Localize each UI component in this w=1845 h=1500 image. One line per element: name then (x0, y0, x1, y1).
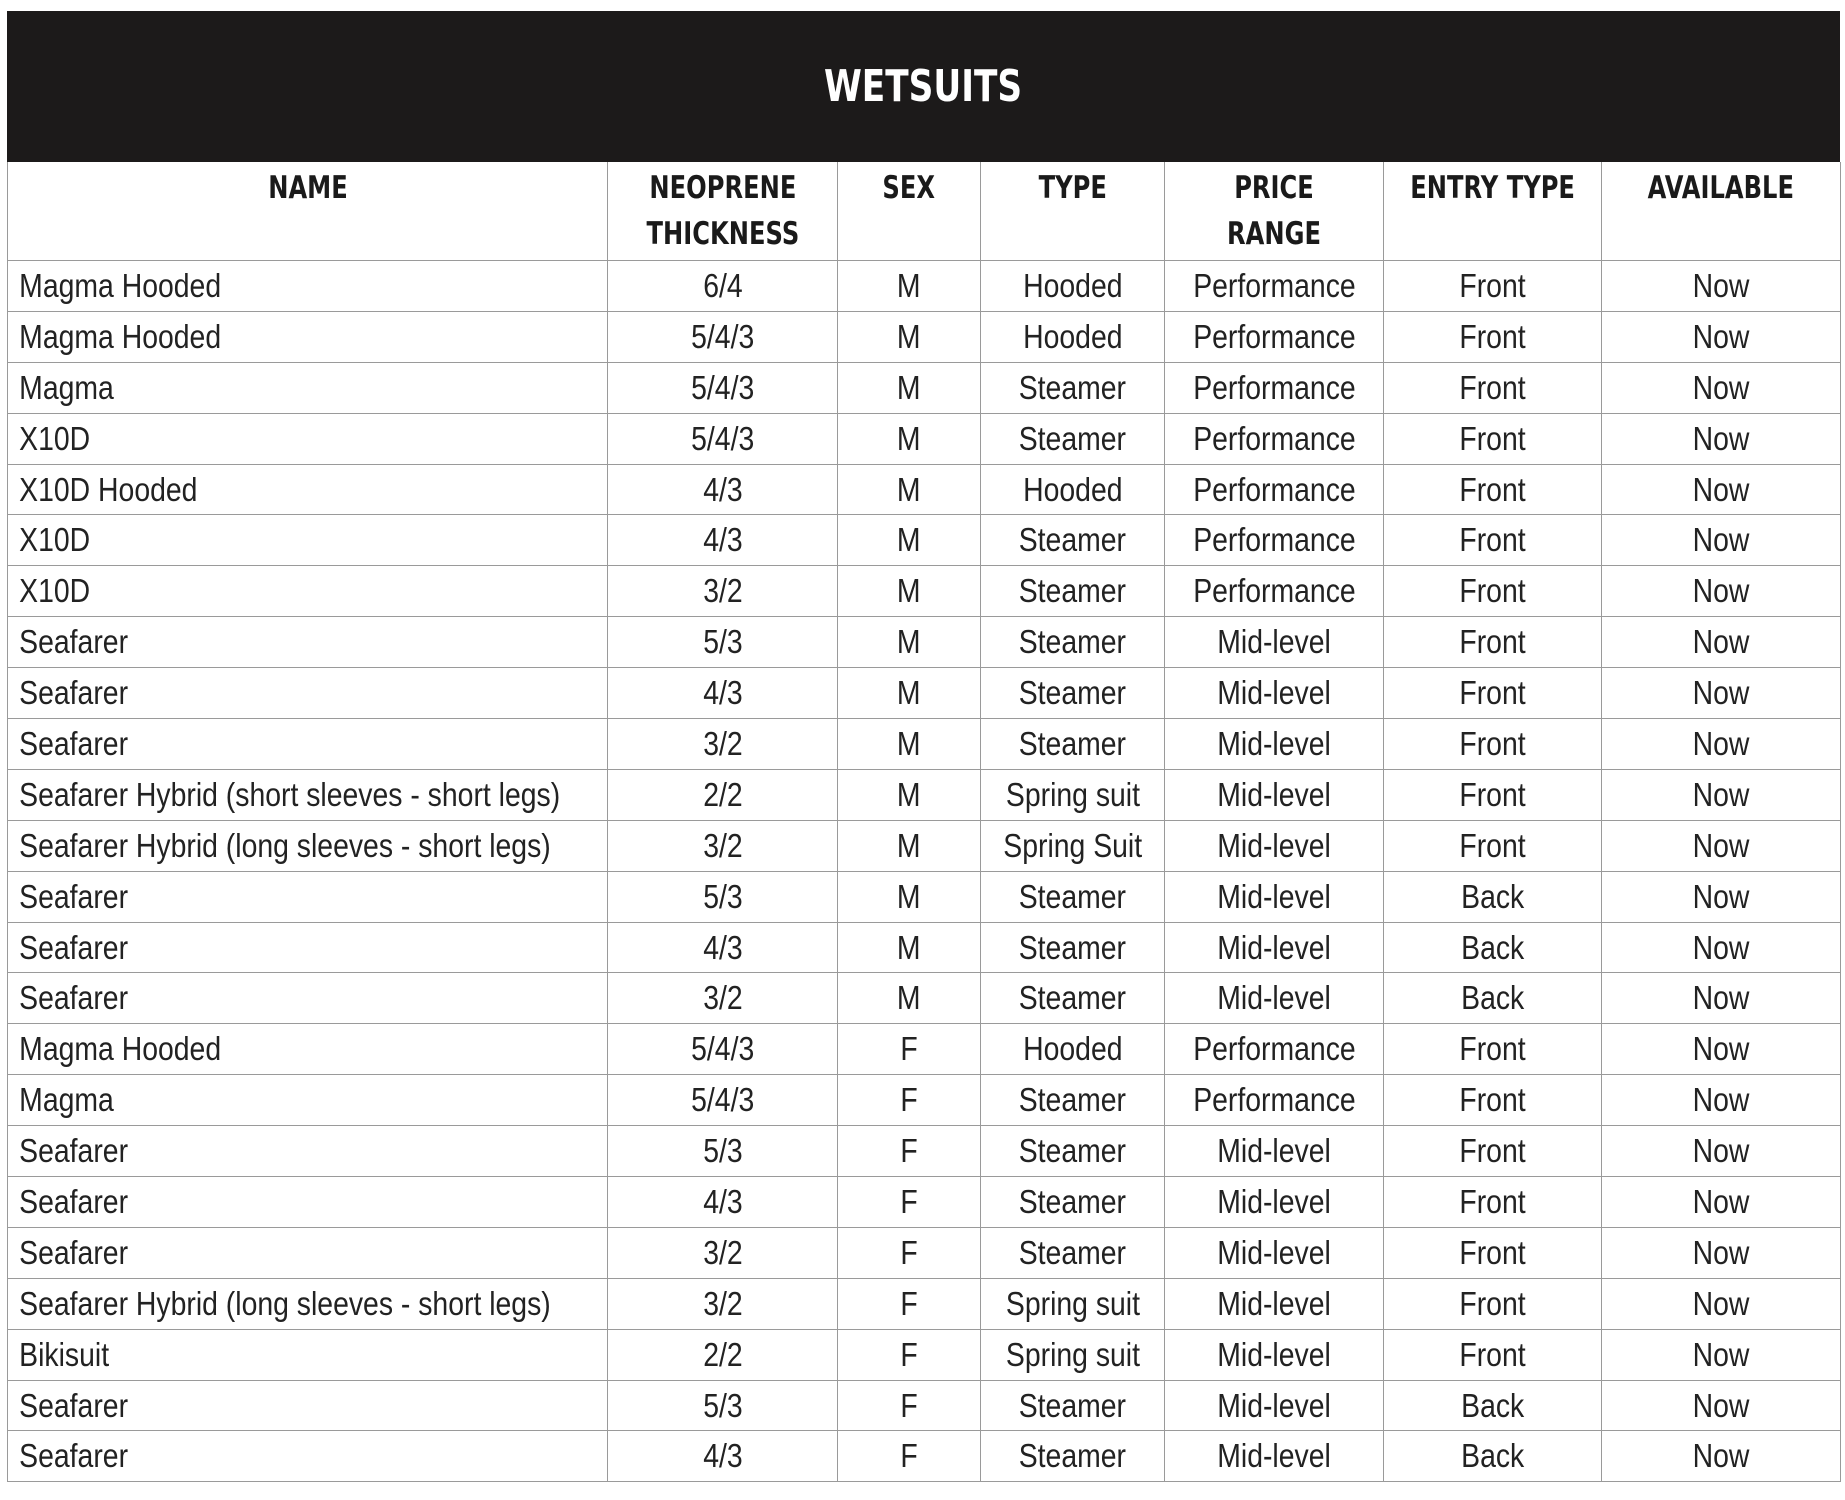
cell-sex: M (838, 973, 981, 1024)
cell-available: Now (1602, 1278, 1841, 1329)
cell-entry-type: Front (1384, 719, 1602, 770)
table-row (8, 922, 1841, 973)
cell-price-range: Mid-level (1165, 719, 1384, 770)
column-header-type: TYPE (981, 162, 1165, 261)
cell-price-range: Mid-level (1165, 1227, 1384, 1278)
cell-entry-type: Front (1384, 311, 1602, 362)
cell-type: Steamer (981, 719, 1165, 770)
table-row (8, 413, 1841, 464)
cell-type: Steamer (981, 1126, 1165, 1177)
cell-available: Now (1602, 1024, 1841, 1075)
cell-entry-type: Front (1384, 261, 1602, 312)
cell-available: Now (1602, 922, 1841, 973)
cell-name: X10D (8, 566, 608, 617)
cell-entry-type: Front (1384, 1075, 1602, 1126)
cell-available: Now (1602, 566, 1841, 617)
cell-neoprene-thickness: 5/3 (608, 617, 838, 668)
cell-price-range: Mid-level (1165, 1431, 1384, 1482)
cell-type: Steamer (981, 362, 1165, 413)
cell-type: Steamer (981, 973, 1165, 1024)
cell-name: Magma (8, 1075, 608, 1126)
table-row (8, 973, 1841, 1024)
table-row (8, 1329, 1841, 1380)
cell-entry-type: Front (1384, 1024, 1602, 1075)
cell-neoprene-thickness: 6/4 (608, 261, 838, 312)
cell-entry-type: Front (1384, 820, 1602, 871)
cell-name: Seafarer (8, 1177, 608, 1228)
cell-available: Now (1602, 261, 1841, 312)
page-title: WETSUITS (824, 61, 1023, 112)
cell-name: Seafarer (8, 1380, 608, 1431)
cell-neoprene-thickness: 3/2 (608, 973, 838, 1024)
cell-name: Magma Hooded (8, 261, 608, 312)
cell-entry-type: Back (1384, 1380, 1602, 1431)
column-header-entry-type: ENTRY TYPE (1384, 162, 1602, 261)
cell-type: Spring Suit (981, 820, 1165, 871)
cell-name: Seafarer (8, 1431, 608, 1482)
table-row (8, 1177, 1841, 1228)
cell-name: Seafarer (8, 922, 608, 973)
cell-price-range: Mid-level (1165, 973, 1384, 1024)
cell-available: Now (1602, 413, 1841, 464)
cell-neoprene-thickness: 3/2 (608, 820, 838, 871)
cell-sex: F (838, 1380, 981, 1431)
table-row (8, 769, 1841, 820)
cell-price-range: Performance (1165, 311, 1384, 362)
cell-price-range: Performance (1165, 464, 1384, 515)
cell-price-range: Mid-level (1165, 871, 1384, 922)
cell-neoprene-thickness: 4/3 (608, 1177, 838, 1228)
table-row (8, 515, 1841, 566)
table-row (8, 261, 1841, 312)
cell-type: Hooded (981, 1024, 1165, 1075)
cell-type: Spring suit (981, 1278, 1165, 1329)
cell-name: Magma Hooded (8, 311, 608, 362)
cell-price-range: Mid-level (1165, 1126, 1384, 1177)
cell-sex: M (838, 566, 981, 617)
cell-sex: M (838, 515, 981, 566)
cell-price-range: Performance (1165, 566, 1384, 617)
cell-sex: M (838, 769, 981, 820)
cell-type: Steamer (981, 1075, 1165, 1126)
table-row (8, 719, 1841, 770)
cell-type: Steamer (981, 617, 1165, 668)
cell-price-range: Mid-level (1165, 1278, 1384, 1329)
column-header-name: NAME (8, 162, 608, 261)
table-row (8, 871, 1841, 922)
cell-name: Seafarer Hybrid (long sleeves - short legs) (8, 1278, 608, 1329)
cell-name: Seafarer Hybrid (short sleeves - short legs) (8, 769, 608, 820)
cell-sex: F (838, 1329, 981, 1380)
cell-sex: M (838, 413, 981, 464)
table-row (8, 1024, 1841, 1075)
table-row (8, 1075, 1841, 1126)
cell-neoprene-thickness: 5/4/3 (608, 413, 838, 464)
cell-sex: M (838, 668, 981, 719)
cell-sex: M (838, 871, 981, 922)
cell-type: Spring suit (981, 1329, 1165, 1380)
title-bar (7, 11, 1840, 162)
table-body (8, 261, 1841, 1482)
cell-neoprene-thickness: 3/2 (608, 1278, 838, 1329)
column-header-price-range: PRICE RANGE (1165, 162, 1384, 261)
table-row (8, 464, 1841, 515)
cell-available: Now (1602, 311, 1841, 362)
cell-price-range: Performance (1165, 413, 1384, 464)
cell-type: Hooded (981, 261, 1165, 312)
cell-available: Now (1602, 617, 1841, 668)
cell-neoprene-thickness: 4/3 (608, 515, 838, 566)
cell-name: Seafarer (8, 668, 608, 719)
cell-entry-type: Front (1384, 1329, 1602, 1380)
cell-sex: M (838, 464, 981, 515)
cell-neoprene-thickness: 4/3 (608, 922, 838, 973)
table-row (8, 566, 1841, 617)
wetsuits-sheet (7, 11, 1840, 1482)
cell-sex: M (838, 261, 981, 312)
table-row (8, 362, 1841, 413)
cell-available: Now (1602, 1126, 1841, 1177)
cell-name: Magma Hooded (8, 1024, 608, 1075)
cell-entry-type: Front (1384, 566, 1602, 617)
cell-neoprene-thickness: 2/2 (608, 1329, 838, 1380)
cell-name: Magma (8, 362, 608, 413)
cell-name: Seafarer (8, 973, 608, 1024)
cell-entry-type: Front (1384, 413, 1602, 464)
cell-price-range: Performance (1165, 261, 1384, 312)
column-header-sex: SEX (838, 162, 981, 261)
cell-entry-type: Front (1384, 1278, 1602, 1329)
cell-type: Steamer (981, 566, 1165, 617)
cell-neoprene-thickness: 3/2 (608, 566, 838, 617)
cell-neoprene-thickness: 3/2 (608, 1227, 838, 1278)
cell-available: Now (1602, 464, 1841, 515)
cell-sex: M (838, 311, 981, 362)
cell-sex: F (838, 1227, 981, 1278)
cell-entry-type: Front (1384, 1227, 1602, 1278)
cell-price-range: Mid-level (1165, 668, 1384, 719)
cell-neoprene-thickness: 4/3 (608, 668, 838, 719)
cell-neoprene-thickness: 5/3 (608, 871, 838, 922)
wetsuits-table (7, 162, 1841, 1482)
cell-neoprene-thickness: 5/4/3 (608, 1075, 838, 1126)
cell-name: Seafarer Hybrid (long sleeves - short legs) (8, 820, 608, 871)
cell-sex: M (838, 820, 981, 871)
cell-price-range: Performance (1165, 362, 1384, 413)
cell-neoprene-thickness: 5/4/3 (608, 1024, 838, 1075)
cell-name: X10D (8, 515, 608, 566)
cell-neoprene-thickness: 4/3 (608, 1431, 838, 1482)
cell-type: Hooded (981, 311, 1165, 362)
cell-sex: F (838, 1431, 981, 1482)
table-row (8, 668, 1841, 719)
cell-entry-type: Front (1384, 769, 1602, 820)
cell-neoprene-thickness: 5/4/3 (608, 362, 838, 413)
cell-price-range: Mid-level (1165, 1329, 1384, 1380)
table-row (8, 1431, 1841, 1482)
cell-entry-type: Back (1384, 973, 1602, 1024)
column-header-available: AVAILABLE (1602, 162, 1841, 261)
cell-available: Now (1602, 668, 1841, 719)
cell-price-range: Mid-level (1165, 617, 1384, 668)
cell-available: Now (1602, 820, 1841, 871)
cell-type: Steamer (981, 1227, 1165, 1278)
table-row (8, 820, 1841, 871)
cell-price-range: Mid-level (1165, 922, 1384, 973)
cell-type: Steamer (981, 922, 1165, 973)
cell-sex: F (838, 1024, 981, 1075)
cell-price-range: Mid-level (1165, 1177, 1384, 1228)
cell-type: Spring suit (981, 769, 1165, 820)
cell-available: Now (1602, 1431, 1841, 1482)
cell-sex: F (838, 1278, 981, 1329)
cell-sex: M (838, 617, 981, 668)
cell-entry-type: Front (1384, 362, 1602, 413)
cell-name: Seafarer (8, 1126, 608, 1177)
cell-sex: F (838, 1126, 981, 1177)
cell-sex: M (838, 922, 981, 973)
cell-available: Now (1602, 515, 1841, 566)
cell-price-range: Mid-level (1165, 820, 1384, 871)
cell-name: X10D (8, 413, 608, 464)
cell-available: Now (1602, 871, 1841, 922)
cell-type: Steamer (981, 515, 1165, 566)
cell-type: Steamer (981, 1431, 1165, 1482)
cell-entry-type: Front (1384, 1177, 1602, 1228)
column-header-neoprene-thickness: NEOPRENE THICKNESS (608, 162, 838, 261)
cell-type: Steamer (981, 413, 1165, 464)
table-row (8, 1227, 1841, 1278)
table-row (8, 1278, 1841, 1329)
header-row (8, 162, 1841, 261)
cell-type: Hooded (981, 464, 1165, 515)
cell-name: Seafarer (8, 1227, 608, 1278)
cell-price-range: Mid-level (1165, 1380, 1384, 1431)
cell-price-range: Mid-level (1165, 769, 1384, 820)
cell-neoprene-thickness: 3/2 (608, 719, 838, 770)
cell-neoprene-thickness: 5/3 (608, 1126, 838, 1177)
cell-sex: F (838, 1075, 981, 1126)
cell-name: Bikisuit (8, 1329, 608, 1380)
cell-available: Now (1602, 362, 1841, 413)
cell-type: Steamer (981, 668, 1165, 719)
cell-entry-type: Front (1384, 1126, 1602, 1177)
cell-neoprene-thickness: 5/3 (608, 1380, 838, 1431)
cell-available: Now (1602, 719, 1841, 770)
cell-name: Seafarer (8, 719, 608, 770)
cell-entry-type: Back (1384, 871, 1602, 922)
cell-sex: M (838, 362, 981, 413)
cell-name: Seafarer (8, 617, 608, 668)
cell-type: Steamer (981, 1177, 1165, 1228)
cell-available: Now (1602, 1177, 1841, 1228)
cell-type: Steamer (981, 1380, 1165, 1431)
cell-sex: M (838, 719, 981, 770)
cell-neoprene-thickness: 2/2 (608, 769, 838, 820)
cell-type: Steamer (981, 871, 1165, 922)
cell-entry-type: Front (1384, 515, 1602, 566)
cell-price-range: Performance (1165, 1075, 1384, 1126)
cell-entry-type: Front (1384, 668, 1602, 719)
cell-entry-type: Front (1384, 464, 1602, 515)
cell-entry-type: Back (1384, 1431, 1602, 1482)
cell-neoprene-thickness: 4/3 (608, 464, 838, 515)
table-row (8, 617, 1841, 668)
table-row (8, 1126, 1841, 1177)
cell-price-range: Performance (1165, 515, 1384, 566)
cell-price-range: Performance (1165, 1024, 1384, 1075)
cell-entry-type: Front (1384, 617, 1602, 668)
cell-neoprene-thickness: 5/4/3 (608, 311, 838, 362)
cell-name: Seafarer (8, 871, 608, 922)
cell-entry-type: Back (1384, 922, 1602, 973)
table-row (8, 1380, 1841, 1431)
cell-name: X10D Hooded (8, 464, 608, 515)
cell-available: Now (1602, 1075, 1841, 1126)
cell-available: Now (1602, 973, 1841, 1024)
cell-available: Now (1602, 1329, 1841, 1380)
cell-available: Now (1602, 1380, 1841, 1431)
cell-available: Now (1602, 1227, 1841, 1278)
table-row (8, 311, 1841, 362)
cell-available: Now (1602, 769, 1841, 820)
cell-sex: F (838, 1177, 981, 1228)
